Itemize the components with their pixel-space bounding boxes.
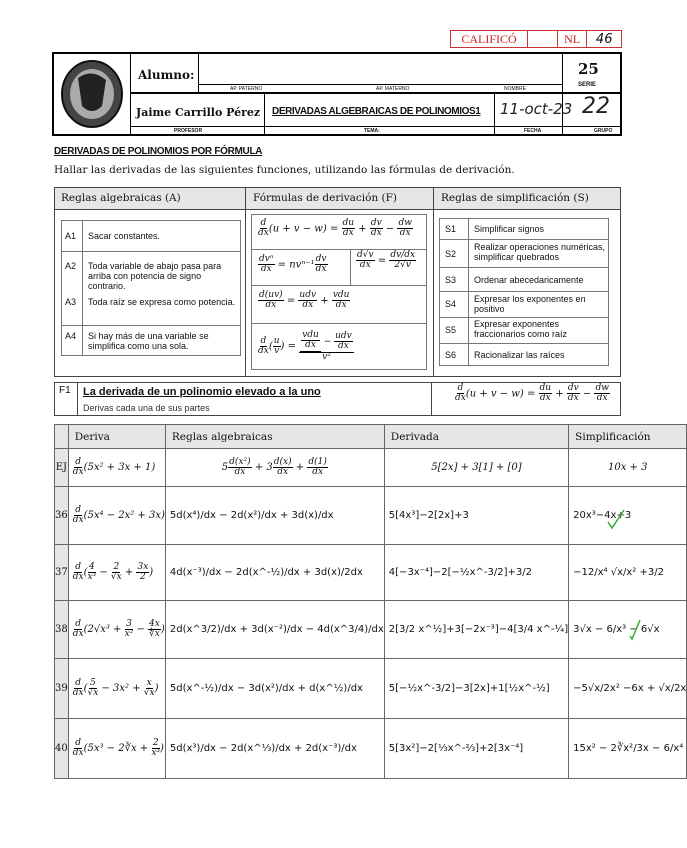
row-36-derivada: 5[4x³]−2[2x]+3 — [384, 487, 568, 545]
sub-profesor: PROFESOR — [174, 128, 203, 134]
rule-s1-text: Simplificar signos — [474, 224, 545, 234]
grade-label: CALIFICÓ — [451, 31, 528, 47]
rule-s4-text: Expresar los exponentes en positivo — [474, 294, 586, 314]
f1-id: F1 — [59, 385, 71, 396]
rule-s6-text: Racionalizar las raíces — [474, 350, 565, 360]
formula-product: $\frac{d(uv)}{dx}$ = $\frac{\text{udv}}{dx}$ + $\frac{\text{vdu}}{dx}$ — [259, 290, 350, 311]
example-simplificacion: 10x + 3 — [569, 449, 687, 487]
formula-sum: $\frac{d}{dx}$ (u + v − w) = $\frac{du}{dx}$ + $\frac{dv}{dx}$ − $\frac{dw}{dx}$ — [258, 218, 412, 239]
exercise-table — [54, 424, 687, 779]
header-reglas: Reglas algebraicas — [165, 425, 384, 449]
sub-tema: TEMA: — [364, 128, 380, 134]
rule-s3-id: S3 — [445, 275, 457, 285]
sub-paterno: AP. PATERNO — [230, 86, 263, 92]
serie-label: SERIE — [578, 82, 597, 88]
rule-a2-text: Toda variable de abajo pasa para arriba con potencia de signo contrario. — [88, 261, 222, 291]
grade-blank — [528, 31, 558, 47]
example-deriva: $\frac{d}{dx}$ (5x² + 3x + 1) — [72, 456, 156, 477]
rule-s5-id: S5 — [445, 325, 457, 335]
f1-block — [54, 382, 621, 416]
rule-s6-id: S6 — [445, 350, 457, 360]
row-40-simplificacion: 15x² − 2∛x²/3x − 6/x⁴ — [569, 719, 687, 779]
rule-s4-id: S4 — [445, 299, 457, 309]
example-row — [55, 449, 687, 487]
fecha-value: 11-oct-23 — [500, 100, 573, 118]
header-simplificacion: Simplificación — [569, 425, 687, 449]
instructions: Hallar las derivadas de las siguientes funciones, utilizando las fórmulas de derivación. — [54, 164, 515, 176]
tema-title: DERIVADAS ALGEBRAICAS DE POLINOMIOS1 — [272, 106, 481, 117]
rule-s1-id: S1 — [445, 224, 457, 234]
rule-a3-text: Toda raíz se expresa como potencia. — [88, 297, 236, 307]
f1-subtitle: Derivas cada una de sus partes — [83, 403, 210, 413]
row-40-deriva: $\frac{d}{dx}$ (5x³ − 2∛x + $\frac{2}{\text{x³}}$ ) — [72, 737, 164, 758]
col-a-header: Reglas algebraicas (A) — [61, 192, 181, 204]
rule-a4-text: Si hay más de una variable se simplifica como una sola. — [88, 331, 209, 351]
example-reglas: 5 $\frac{\text{d(x²)}}{dx}$ + 3 $\frac{d(x)}{dx}$ + $\frac{d(1)}{dx}$ — [221, 456, 327, 477]
row-38-derivada: 2[3/2 x^½]+3[−2x⁻³]−4[3/4 x^-¼] — [384, 601, 568, 659]
table-row — [55, 659, 687, 719]
university-seal — [58, 58, 126, 130]
row-38-num: 38 — [55, 601, 69, 659]
row-40-derivada: 5[3x²]−2[⅓x^-⅔]+2[3x⁻⁴] — [384, 719, 568, 779]
sub-materno: AP. MATERNO — [376, 86, 410, 92]
f1-title: La derivada de un polinomio elevado a la uno — [83, 386, 321, 398]
a-rules-box — [61, 220, 241, 356]
row-37-deriva: $\frac{d}{dx}$ ( $\frac{4}{\text{x³}}$ − $\frac{2}{√x}$ + $\frac{3x}{2}$ ) — [72, 561, 154, 582]
f-formulas-box — [251, 214, 427, 370]
grade-box — [450, 30, 622, 48]
row-36-reglas: 5d(x⁴)/dx − 2d(x²)/dx + 3d(x)/dx — [165, 487, 384, 545]
check-mark-icon — [628, 618, 642, 640]
nl-label: NL — [558, 31, 588, 47]
row-36-simplificacion: 20x³−4x+3 — [569, 487, 687, 545]
row-38-simplificacion: 3√x − 6/x³ − 6√x — [569, 601, 687, 659]
header-block — [52, 52, 622, 136]
row-37-num: 37 — [55, 545, 69, 601]
row-38-reglas: 2d(x^3/2)/dx + 3d(x⁻²)/dx − 4d(x^3/4)/dx — [165, 601, 384, 659]
row-39-reglas: 5d(x^-½)/dx − 3d(x²)/dx + d(x^½)/dx — [165, 659, 384, 719]
example-num: EJ — [55, 449, 69, 487]
row-39-derivada: 5[−½x^-3/2]−3[2x]+1[½x^-½] — [384, 659, 568, 719]
alumno-label: Alumno: — [138, 68, 195, 82]
row-36-deriva: $\frac{d}{dx}$ (5x⁴ − 2x² + 3x) — [72, 504, 165, 525]
row-39-simplificacion: −5√x/2x² −6x + √x/2x — [569, 659, 687, 719]
grupo-value: 22 — [582, 94, 610, 119]
row-36-num: 36 — [55, 487, 69, 545]
row-39-deriva: $\frac{d}{dx}$ ( $\frac{5}{√x}$ − 3x² + $\frac{x}{√x}$ ) — [72, 677, 159, 698]
sub-nombre: NOMBRE — [504, 86, 526, 92]
serie-value: 25 — [578, 60, 599, 78]
sub-fecha: FECHA — [524, 128, 542, 134]
row-37-derivada: 4[−3x⁻⁴]−2[−½x^-3/2]+3/2 — [384, 545, 568, 601]
row-40-num: 40 — [55, 719, 69, 779]
rule-a1-text: Sacar constantes. — [88, 231, 161, 241]
col-s-header: Reglas de simplificación (S) — [441, 192, 589, 204]
row-40-reglas: 5d(x³)/dx − 2d(x^⅓)/dx + 2d(x⁻³)/dx — [165, 719, 384, 779]
rule-a3-id: A3 — [65, 297, 77, 307]
table-row — [55, 719, 687, 779]
profesor-name: Jaime Carrillo Pérez — [136, 106, 261, 119]
table-row — [55, 487, 687, 545]
row-39-num: 39 — [55, 659, 69, 719]
f1-formula: $\frac{d}{dx}$ (u + v − w) = $\frac{du}{dx}$ + $\frac{dv}{dx}$ − $\frac{dw}{dx}$ — [455, 383, 609, 404]
example-derivada: 5[2x] + 3[1] + [0] — [384, 449, 568, 487]
rules-table — [54, 187, 621, 377]
table-row — [55, 601, 687, 659]
row-37-reglas: 4d(x⁻³)/dx − 2d(x^-½)/dx + 3d(x)/2dx — [165, 545, 384, 601]
s-rules-box — [439, 218, 609, 366]
header-derivada: Derivada — [384, 425, 568, 449]
header-deriva: Deriva — [68, 425, 165, 449]
section-title: DERIVADAS DE POLINOMIOS POR FÓRMULA — [54, 146, 263, 157]
col-f-header: Fórmulas de derivación (F) — [253, 192, 398, 204]
rule-s2-text: Realizar operaciones numéricas, simplificar quebrados — [474, 242, 606, 262]
rule-s3-text: Ordenar abecedaricamente — [474, 275, 584, 285]
table-row — [55, 545, 687, 601]
check-mark-icon — [606, 508, 626, 532]
rule-s5-text: Expresar exponentes fraccionarios como raíz — [474, 319, 568, 339]
formula-root: $\frac{d√v}{dx}$ = $\frac{dv/dx}{2√v}$ — [357, 250, 416, 271]
formula-quotient: $\frac{d}{dx}$ ( $\frac{u}{v}$ ) = $\frac{\text{vdu}}{dx}$ − $\frac{\text{udv}}{dx}$ v² — [258, 330, 352, 362]
sub-grupo: GRUPO — [594, 128, 613, 134]
row-38-deriva: $\frac{d}{dx}$ (2√x³ + $\frac{3}{\text{x²}}$ − $\frac{4x}{∜x}$ ) — [72, 618, 165, 639]
rule-s2-id: S2 — [445, 249, 457, 259]
nl-value: 46 — [595, 31, 613, 47]
rule-a1-id: A1 — [65, 231, 77, 241]
rule-a4-id: A4 — [65, 331, 77, 341]
row-37-simplificacion: −12/x⁴ √x/x² +3/2 — [569, 545, 687, 601]
formula-power: $\frac{\text{dvⁿ}}{dx}$ = nvⁿ⁻¹ $\frac{dv}{dx}$ — [259, 254, 327, 275]
rule-a2-id: A2 — [65, 261, 77, 271]
